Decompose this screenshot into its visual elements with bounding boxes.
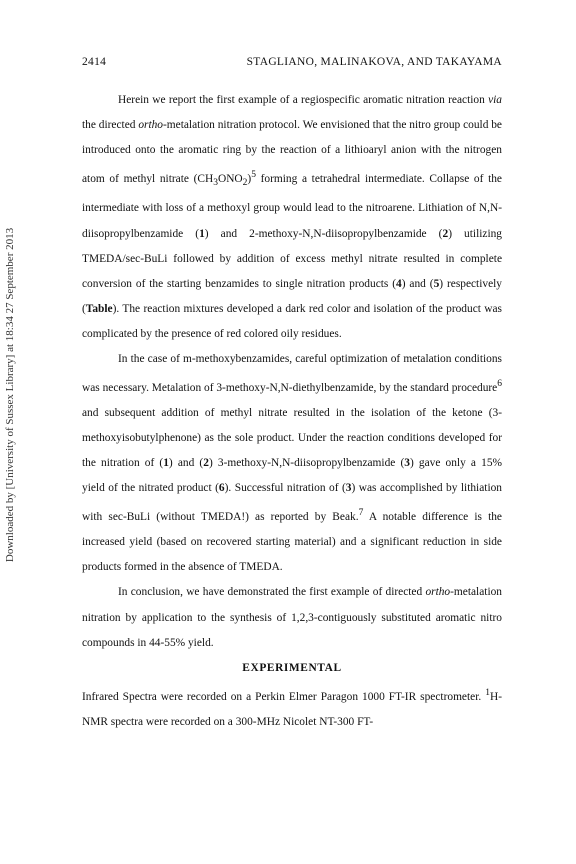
section-title-experimental: EXPERIMENTAL (242, 661, 342, 674)
download-watermark (0, 160, 20, 630)
page-header (82, 56, 502, 70)
paragraph-experimental: Infrared Spectra were recorded on a Perkin Elmer Paragon 1000 FT-IR spectrometer. $^1$H-NMR spectra were recorded on a 300-MHz Nicolet NT-300 FT- (82, 687, 502, 728)
paragraph-conclusion: In conclusion, we have demonstrated the first example of directed ortho-metalation nitration by application to the synthesis of 1,2,3-contiguously substituted aromatic nitro compounds in 44-55% yield. (82, 586, 502, 649)
running-head: STAGLIANO, MALINAKOVA, AND TAKAYAMA (246, 56, 502, 68)
article-body (82, 88, 502, 735)
paragraph-methoxy: In the case of m-methoxybenzamides, careful optimization of metalation conditions was necessary. Metalation of 3-methoxy-N,N-diethylbenzamide, by the standard procedure$^6$ and subsequent addition of methyl nitrate resulted in the isolation of the ketone (3-methoxyisobutylphenone) as the sole product. Under the reaction conditions developed for the nitration of (1) and (2) 3-methoxy-N,N-diisopropylbenzamide (3) gave only a 15% yield of the nitrated product (6). Successful nitration of (3) was accomplished by lithiation with sec-BuLi (without TMEDA!) as reported by Beak.$^7$ A notable difference is the increased yield (based on recovered starting material) and a significant reduction in side products formed in the absence of TMEDA. (82, 353, 502, 574)
watermark-text: Downloaded by [University of Sussex Library] at 18:34 27 September 2013 (4, 227, 16, 563)
page-number: 2414 (82, 56, 107, 68)
paragraph-intro: Herein we report the first example of a regiospecific aromatic nitration reaction via the directed ortho-metalation nitration protocol. We envisioned that the nitro group could be introduced onto the aromatic ring by the reaction of a lithioaryl anion with the nitrogen atom of methyl nitrate $(CH_3ONO_2)^5$ forming a tetrahedral intermediate. Collapse of the intermediate with loss of a methoxyl group would lead to the nitroarene. Lithiation of N,N-diisopropylbenzamide (1) and 2-methoxy-N,N-diisopropylbenzamide (2) utilizing TMEDA/sec-BuLi followed by addition of excess methyl nitrate resulted in complete conversion of the starting benzamides to single nitration products (4) and (5) respectively (Table). The reaction mixtures developed a dark red color and isolation of the product was complicated by the presence of red colored oily residues. (82, 94, 503, 340)
